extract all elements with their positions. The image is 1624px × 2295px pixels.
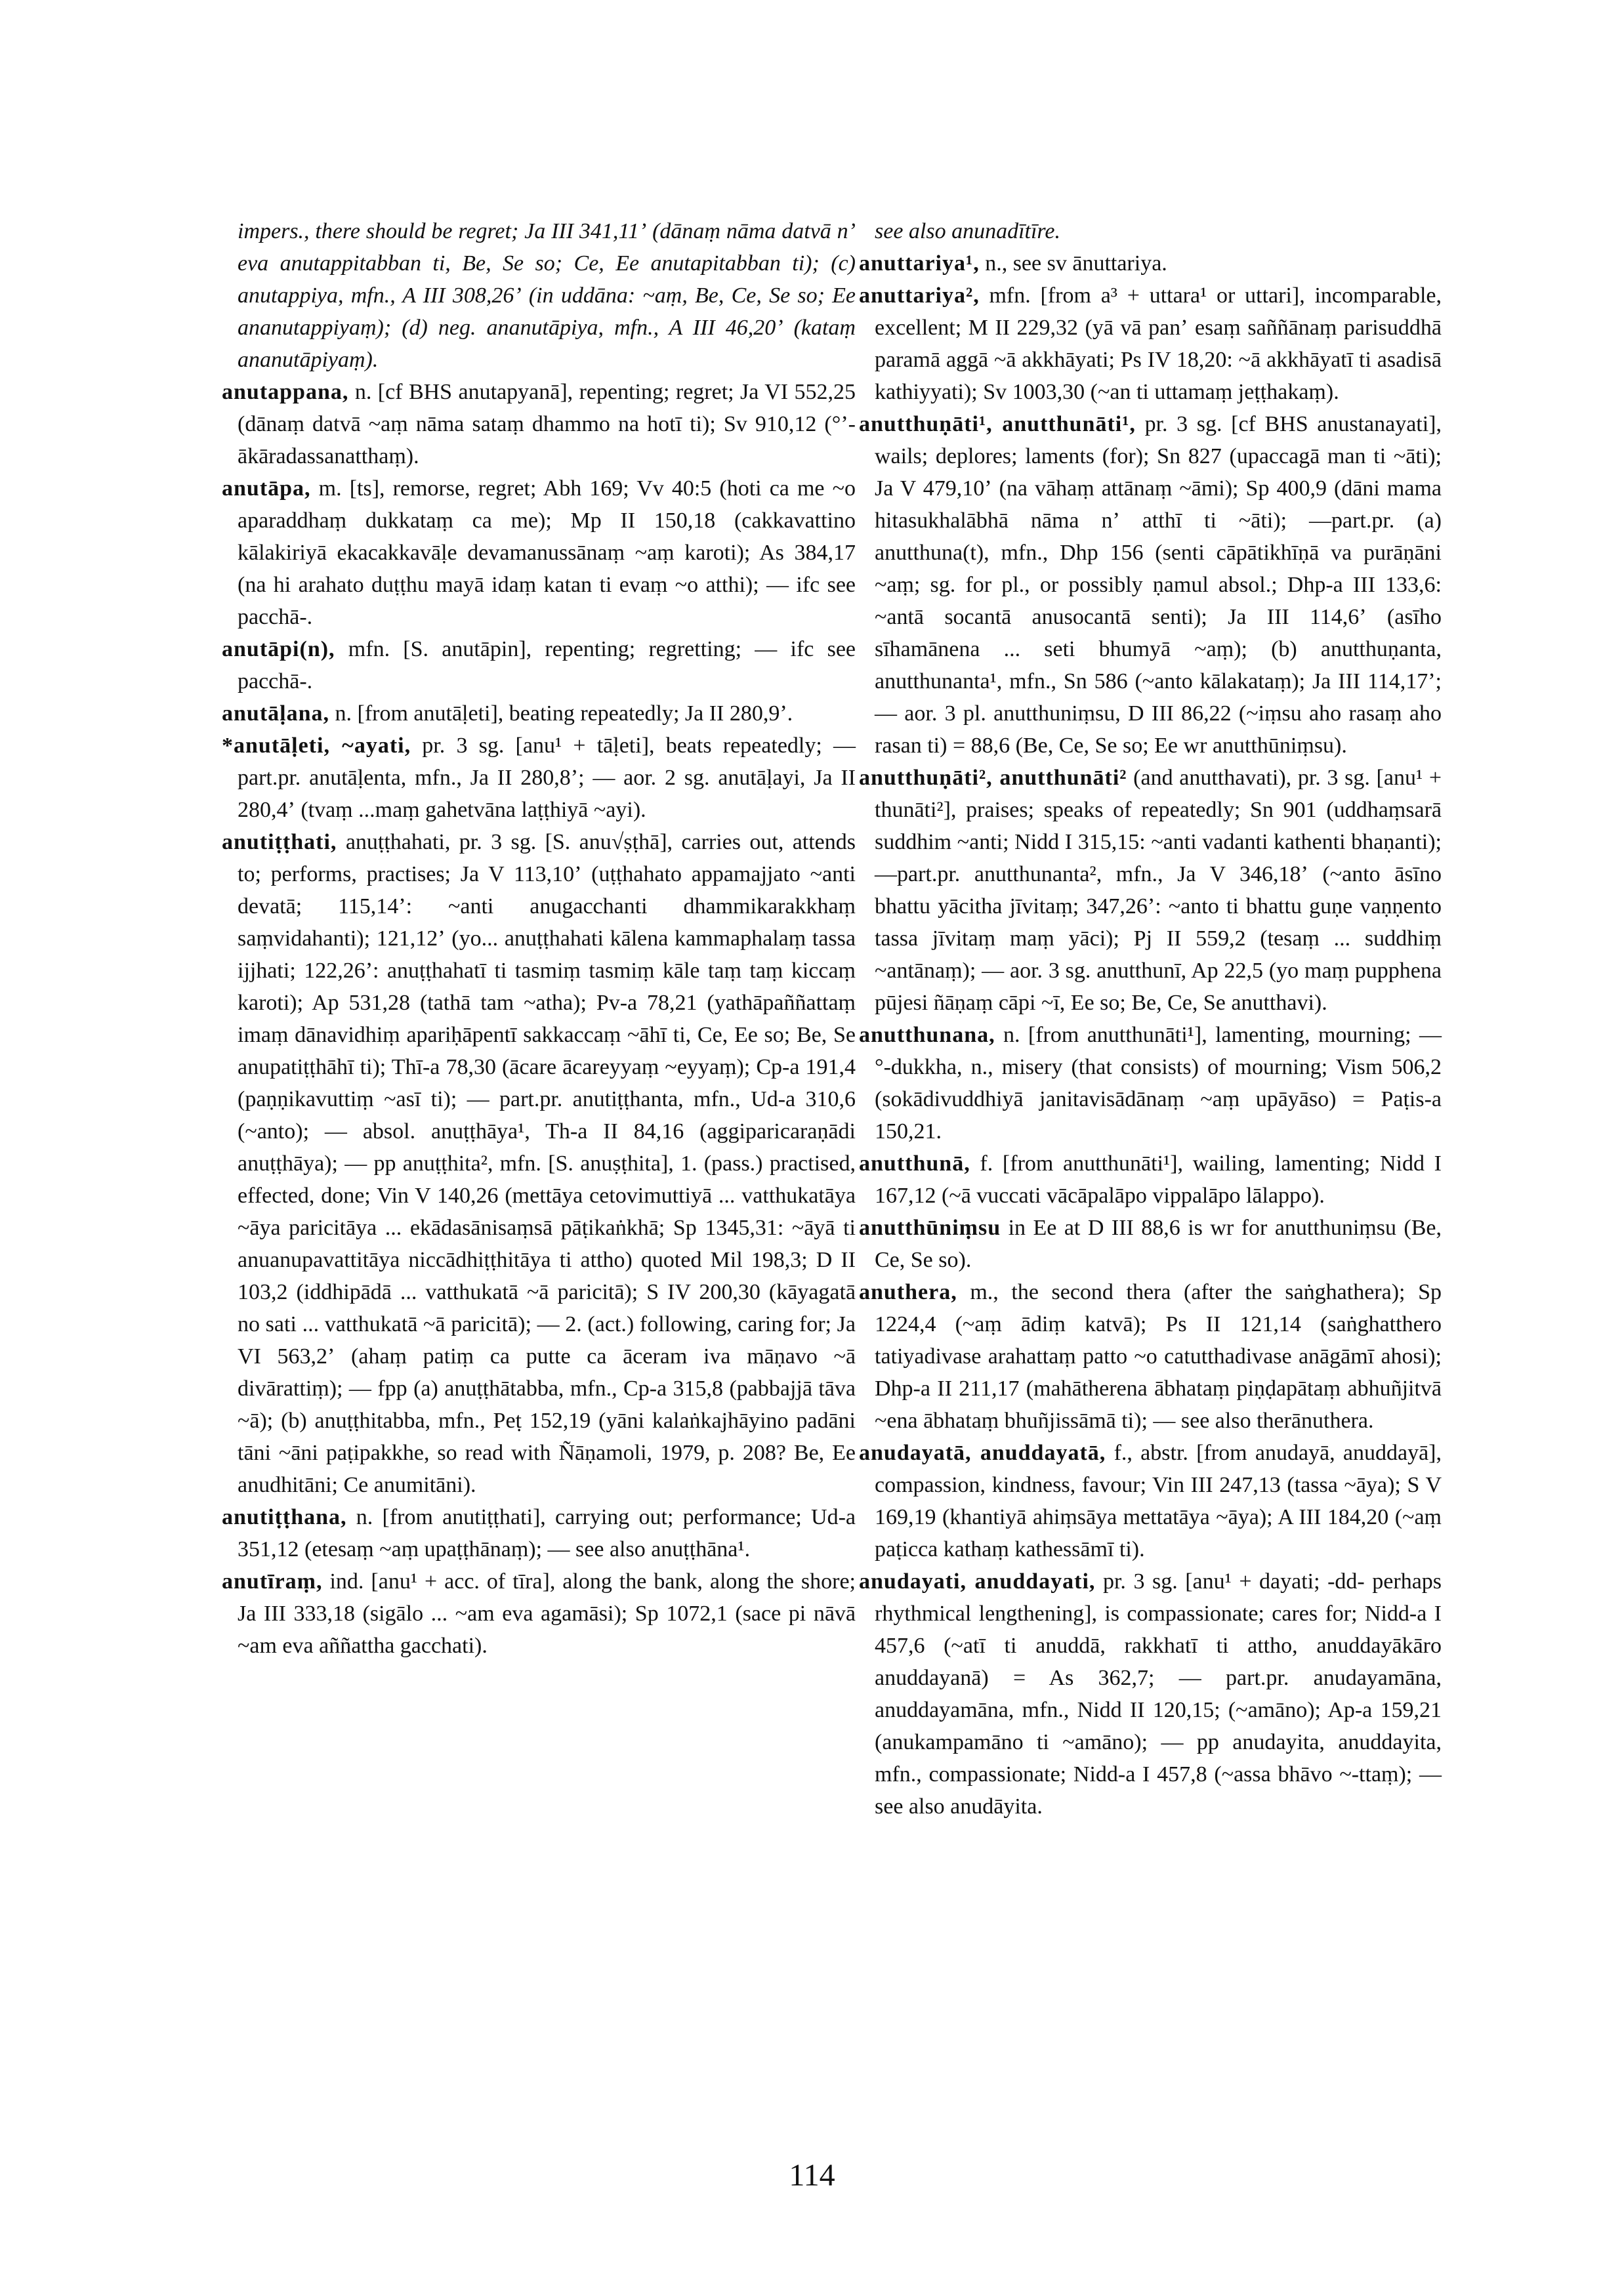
headword: anutiṭṭhati, (222, 830, 337, 854)
entry-body: ind. [anu¹ + acc. of tīra], along the bank, along the shore; Ja III 333,18 (sigālo ... ~am eva agamāsi); Sp 1072,1 (sace pi nāvā ~am eva aññattha gacchati). (238, 1569, 856, 1658)
entry-body: f. [from anutthunāti¹], wailing, lamenting; Nidd I 167,12 (~ā vuccati vācāpalāpo vippalāpo lālappo). (875, 1151, 1442, 1208)
entry-body: n. [cf BHS anutapyanā], repenting; regret; Ja VI 552,25 (dānaṃ datvā ~aṃ nāma sataṃ dhammo na hotī ti); Sv 910,12 (°ʼ-ākāradassanatthaṃ). (238, 380, 856, 468)
dictionary-entry (859, 1276, 1442, 1437)
headword: anutthunana, (859, 1023, 995, 1047)
headword: anutāḷana, (222, 701, 329, 726)
entry-body: pr. 3 sg. [cf BHS anustanayati], wails; deplores; laments (for); Sn 827 (upaccagā man ti ~āti); Ja V 479,10ʼ (na vāhaṃ attānaṃ ~āmi); Sp 400,9 (dāni mama hitasukhalābhā nāma nʼ atthī ti ~āti); —part.pr. (a) anutthuna(t), mfn., Dhp 156 (senti cāpātikhīṇā va purāṇāni ~aṃ; sg. for pl., or possibly ṇamul absol.; Dhp-a III 133,6: ~antā socantā anusocantā senti); Ja III 114,6ʼ (asīho sīhamānena ... seti bhumyā ~aṃ); (b) anutthuṇanta, anutthunanta¹, mfn., Sn 586 (~anto kālakataṃ); Ja III 114,17ʼ; — aor. 3 pl. anutthuniṃsu, D III 86,22 (~iṃsu aho rasaṃ aho rasan ti) = 88,6 (Be, Ce, Se so; Ee wr anutthūniṃsu). (875, 412, 1442, 758)
headword: anuttariya¹, (859, 251, 980, 276)
entry-body: m. [ts], remorse, regret; Abh 169; Vv 40:5 (hoti ca me ~o aparaddhaṃ dukkataṃ ca me); Mp II 150,18 (cakkavattino kālakiriyā ekacakkavāḷe devamanussānaṃ ~aṃ karoti); As 384,17 (na hi arahato duṭṭhu mayā idaṃ katan ti evaṃ ~o atthi); — ifc see pacchā-. (238, 476, 856, 629)
dictionary-entry (222, 633, 856, 697)
headword: anudayatā, anuddayatā, (859, 1441, 1106, 1465)
entry-body: mfn. [S. anutāpin], repenting; regretting; — ifc see pacchā-. (238, 637, 856, 693)
left-column (222, 215, 856, 1662)
entry-body: f., abstr. [from anudayā, anuddayā], compassion, kindness, favour; Vin III 247,13 (tassa ~āya); S V 169,19 (khantiyā ahiṃsāya mettatāya ~āya); A III 184,20 (~aṃ paṭicca kathaṃ kathessāmī ti). (875, 1441, 1442, 1561)
headword: anutāpi(n), (222, 637, 335, 661)
dictionary-entry (859, 247, 1442, 279)
headword: anutīraṃ, (222, 1569, 323, 1594)
headword: anutthuṇāti¹, anutthunāti¹, (859, 412, 1136, 436)
headword: anutāpa, (222, 476, 311, 501)
dictionary-entry (222, 697, 856, 730)
headword: anutthūniṃsu (859, 1216, 1001, 1240)
continued-entry-text: see also anunadītīre. (875, 219, 1060, 243)
headword: anutthunā, (859, 1151, 970, 1176)
dictionary-entry (222, 472, 856, 633)
dictionary-entry (222, 1501, 856, 1565)
entry-body: pr. 3 sg. [anu¹ + tāḷeti], beats repeatedly; —part.pr. anutāḷenta, mfn., Ja II 280,8ʼ; — aor. 2 sg. anutāḷayi, Ja II 280,4ʼ (tvaṃ ...maṃ gahetvāna laṭṭhiyā ~ayi). (238, 734, 856, 822)
dictionary-entry (859, 1148, 1442, 1212)
entry-body: n., see sv ānuttariya. (985, 251, 1167, 276)
dictionary-entry (859, 762, 1442, 1019)
entry-body: n. [from anutāḷeti], beating repeatedly; Ja II 280,9ʼ. (335, 701, 793, 726)
page-number: 114 (789, 2158, 835, 2193)
entry-body: m., the second thera (after the saṅghathera); Sp 1224,4 (~aṃ ādiṃ katvā); Ps II 121,14 (saṅghatthero tatiyadivase arahattaṃ patto ~o catutthadivase anāgāmī ahosi); Dhp-a II 211,17 (mahātherena ābhataṃ piṇḍapātaṃ abhuñjitvā ~ena ābhataṃ bhuñjissāmā ti); — see also therānuthera. (875, 1280, 1442, 1433)
headword: anudayati, anuddayati, (859, 1569, 1096, 1594)
dictionary-entry (859, 1212, 1442, 1276)
right-column (859, 215, 1442, 1823)
dictionary-entry (859, 1565, 1442, 1823)
headword: anuthera, (859, 1280, 957, 1304)
dictionary-entry (859, 279, 1442, 408)
entry-body: anuṭṭhahati, pr. 3 sg. [S. anu√ṣṭhā], carries out, attends to; performs, practises; Ja V 113,10ʼ (uṭṭhahato appamajjato ~anti devatā; 115,14ʼ: ~anti anugacchanti dhammikarakkhaṃ saṃvidahanti); 121,12ʼ (yo... anuṭṭhahati kālena kammaphalaṃ tassa ijjhati; 122,26ʼ: anuṭṭhahatī ti tasmiṃ tasmiṃ kāle taṃ taṃ kiccaṃ karoti); Ap 531,28 (tathā tam ~atha); Pv-a 78,21 (yathāpaññattaṃ imaṃ dānavidhiṃ apariḥāpentī sakkaccaṃ ~āhī ti, Ce, Ee so; Be, Se anupatiṭṭhāhī ti); Thī-a 78,30 (ācare ācareyyaṃ ~eyyaṃ); Cp-a 191,4 (paṇṇikavuttiṃ ~asī ti); — part.pr. anutiṭṭhanta, mfn., Ud-a 310,6 (~anto); — absol. anuṭṭhāya¹, Th-a II 84,16 (aggiparicaraṇādi anuṭṭhāya); — pp anuṭṭhita², mfn. [S. anuṣṭhita], 1. (pass.) practised, effected, done; Vin V 140,26 (mettāya cetovimuttiyā ... vatthukatāya ~āya paricitāya ... ekādasānisaṃsā pāṭikaṅkhā; Sp 1345,31: ~āyā ti anuanupavattitāya niccādhiṭṭhitāya ti attho) quoted Mil 198,3; D II 103,2 (iddhipādā ... vatthukatā ~ā paricitā); S IV 200,30 (kāyagatā no sati ... vatthukatā ~ā paricitā); — 2. (act.) following, caring for; Ja VI 563,2ʼ (ahaṃ patiṃ ca putte ca āceram iva māṇavo ~ā divārattiṃ); — fpp (a) anuṭṭhātabba, mfn., Cp-a 315,8 (pabbajjā tāva ~ā); (b) anuṭṭhitabba, mfn., Peṭ 152,19 (yāni kalaṅkajhāyino padāni tāni ~āni paṭipakkhe, so read with Ñāṇamoli, 1979, p. 208? Be, Ee anudhitāni; Ce anumitāni). (238, 830, 856, 1497)
dictionary-entry (859, 1437, 1442, 1565)
headword: anuttariya², (859, 283, 980, 308)
headword: anutappana, (222, 380, 349, 404)
entry-body: n. [from anutthunāti¹], lamenting, mourning; —°-dukkha, n., misery (that consists) of mourning; Vism 506,2 (sokādivuddhiyā janitavisādānaṃ ~aṃ upāyāso) = Paṭis-a 150,21. (875, 1023, 1442, 1144)
headword: anutiṭṭhana, (222, 1505, 347, 1529)
entry-body: pr. 3 sg. [anu¹ + dayati; -dd- perhaps rhythmical lengthening], is compassionate; cares for; Nidd-a I 457,6 (~atī ti anuddā, rakkhatī ti attho, anuddayākāro anuddayanā) = As 362,7; — part.pr. anudayamāna, anuddayamāna, mfn., Nidd II 120,15; (~amāno); Ap-a 159,21 (anukampamāno ti ~amāno); — pp anudayita, anuddayita, mfn., compassionate; Nidd-a I 457,8 (~assa bhāvo ~-ttaṃ); — see also anudāyita. (875, 1569, 1442, 1819)
headword: *anutāḷeti, ~ayati, (222, 734, 411, 758)
continued-entry-text: impers., there should be regret; Ja III 341,11ʼ (dānaṃ nāma datvā nʼ eva anutappitabban ti, Be, Se so; Ce, Ee anutapitabban ti); (c) anutappiya, mfn., A III 308,26ʼ (in uddāna: ~aṃ, Be, Ce, Se so; Ee ananutappiyaṃ); (d) neg. ananutāpiya, mfn., A III 46,20ʼ (kataṃ ananutāpiyaṃ). (238, 219, 856, 372)
entry-body: in Ee at D III 88,6 is wr for anutthuniṃsu (Be, Ce, Se so). (875, 1216, 1442, 1272)
dictionary-entry (222, 730, 856, 826)
dictionary-entry (222, 826, 856, 1501)
dictionary-entry (859, 1019, 1442, 1148)
headword: anutthuṇāti², anutthunāti² (859, 766, 1127, 790)
dictionary-entry (222, 376, 856, 472)
entry-body: mfn. [from a³ + uttara¹ or uttari], incomparable, excellent; M II 229,32 (yā vā panʼ esaṃ saññānaṃ parisuddhā paramā aggā ~ā akkhāyati; Ps IV 18,20: ~ā akkhāyatī ti asadisā kathiyyati); Sv 1003,30 (~an ti uttamaṃ jeṭṭhakaṃ). (875, 283, 1442, 404)
dictionary-entry (859, 408, 1442, 762)
entry-body: (and anutthavati), pr. 3 sg. [anu¹ + thunāti²], praises; speaks of repeatedly; Sn 901 (uddhaṃsarā suddhim ~anti; Nidd I 315,15: ~anti vadanti kathenti bhaṇanti); —part.pr. anutthunanta², mfn., Ja V 346,18ʼ (~anto āsīno bhattu yācitha jīvitaṃ; 347,26ʼ: ~anto ti bhattu guṇe vaṇṇento tassa jīvitaṃ maṃ yāci); Pj II 559,2 (tesaṃ ... suddhiṃ ~antānaṃ); — aor. 3 sg. anutthunī, Ap 22,5 (yo maṃ pupphena pūjesi ñāṇaṃ cāpi ~ī, Ee so; Be, Ce, Se anutthavi). (875, 766, 1442, 1015)
entry-body: n. [from anutiṭṭhati], carrying out; performance; Ud-a 351,12 (etesaṃ ~aṃ upaṭṭhānaṃ); — see also anuṭṭhāna¹. (238, 1505, 856, 1561)
dictionary-entry (222, 1565, 856, 1662)
